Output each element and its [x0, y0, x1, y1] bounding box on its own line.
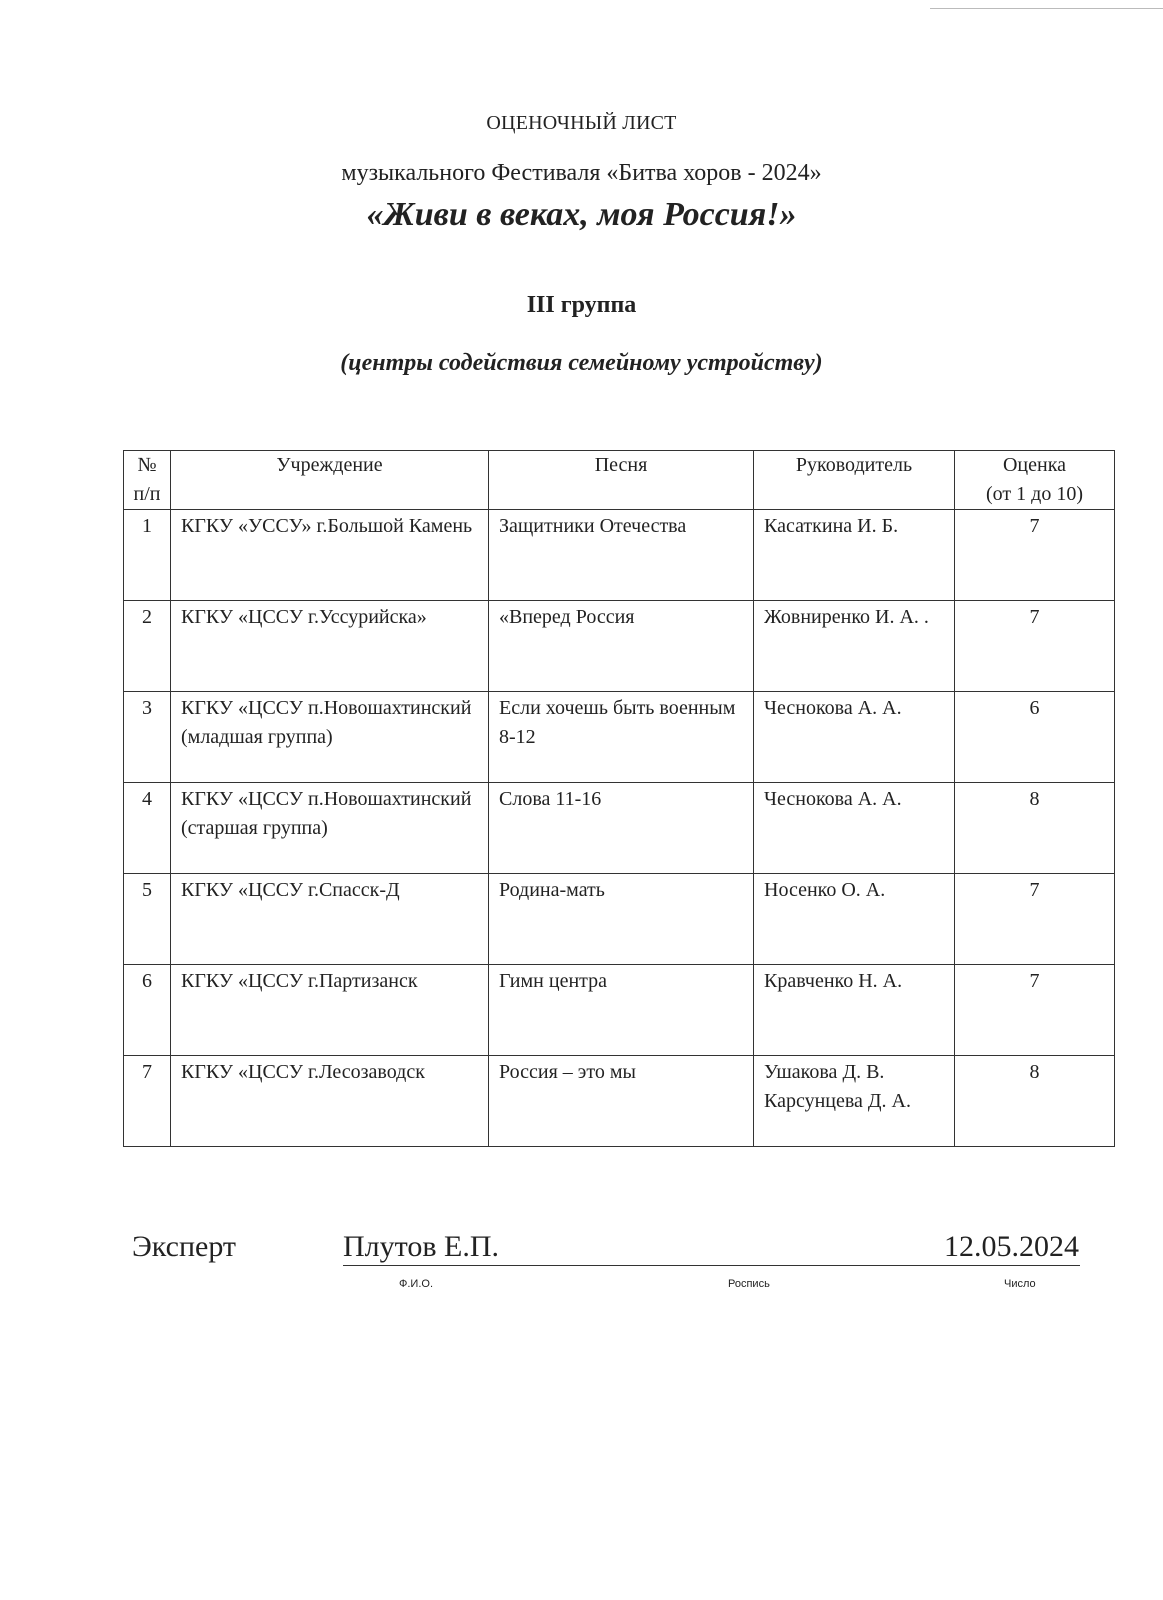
- cell-leader: Ушакова Д. В. Карсунцева Д. А.: [754, 1056, 955, 1147]
- cell-leader: Кравченко Н. А.: [754, 965, 955, 1056]
- cell-song: Гимн центра: [489, 965, 754, 1056]
- expert-label: Эксперт: [132, 1230, 237, 1263]
- cell-number: 5: [124, 874, 171, 965]
- header-institution: Учреждение: [171, 451, 489, 510]
- cell-song: Родина-мать: [489, 874, 754, 965]
- header-score: [955, 451, 1115, 510]
- caption-fio: Ф.И.О.: [399, 1278, 433, 1290]
- evaluation-table: [123, 450, 1115, 1147]
- header-number-line1: №: [137, 454, 157, 476]
- cell-song: Если хочешь быть военным 8-12: [489, 692, 754, 783]
- group-subtitle: (центры содействия семейному устройству): [340, 350, 823, 376]
- cell-institution: КГКУ «ЦССУ г.Партизанск: [171, 965, 489, 1056]
- caption-date: Число: [1004, 1278, 1036, 1290]
- cell-score: 7: [955, 874, 1115, 965]
- cell-leader: Касаткина И. Б.: [754, 510, 955, 601]
- cell-leader: Чеснокова А. А.: [754, 692, 955, 783]
- cell-number: 6: [124, 965, 171, 1056]
- signature-line: [343, 1265, 1080, 1266]
- cell-leader: Жовниренко И. А. .: [754, 601, 955, 692]
- cell-institution: КГКУ «ЦССУ г.Спасск-Д: [171, 874, 489, 965]
- cell-institution: КГКУ «ЦССУ г.Лесозаводск: [171, 1056, 489, 1147]
- header-song: Песня: [489, 451, 754, 510]
- table-row: [124, 601, 1115, 692]
- cell-leader: Чеснокова А. А.: [754, 783, 955, 874]
- cell-number: 2: [124, 601, 171, 692]
- cell-number: 7: [124, 1056, 171, 1147]
- scan-edge-line: [930, 8, 1163, 9]
- caption-signature: Роспись: [728, 1278, 770, 1290]
- document-subtitle: музыкального Фестиваля «Битва хоров - 2024»: [341, 160, 822, 186]
- cell-leader: Носенко О. А.: [754, 874, 955, 965]
- cell-number: 3: [124, 692, 171, 783]
- festival-slogan: «Живи в веках, моя Россия!»: [366, 196, 797, 233]
- expert-name: Плутов Е.П.: [343, 1230, 500, 1263]
- table-row: [124, 692, 1115, 783]
- table-row: [124, 874, 1115, 965]
- header-number: [124, 451, 171, 510]
- cell-score: 8: [955, 1056, 1115, 1147]
- table-row: [124, 510, 1115, 601]
- group-title: III группа: [526, 292, 637, 318]
- cell-score: 6: [955, 692, 1115, 783]
- table-row: [124, 965, 1115, 1056]
- header-score-line1: Оценка: [1002, 454, 1067, 476]
- table-row: [124, 783, 1115, 874]
- cell-song: Защитники Отечества: [489, 510, 754, 601]
- cell-score: 7: [955, 965, 1115, 1056]
- table-row: [124, 1056, 1115, 1147]
- cell-score: 8: [955, 783, 1115, 874]
- table-header-row: [124, 451, 1115, 510]
- cell-institution: КГКУ «ЦССУ п.Новошахтинский (младшая группа): [171, 692, 489, 783]
- cell-institution: КГКУ «ЦССУ г.Уссурийска»: [171, 601, 489, 692]
- header-leader: Руководитель: [754, 451, 955, 510]
- cell-song: Слова 11-16: [489, 783, 754, 874]
- cell-number: 4: [124, 783, 171, 874]
- cell-song: «Вперед Россия: [489, 601, 754, 692]
- header-score-line2: (от 1 до 10): [986, 483, 1083, 505]
- cell-score: 7: [955, 601, 1115, 692]
- signature-date: 12.05.2024: [944, 1230, 1079, 1263]
- document-title: ОЦЕНОЧНЫЙ ЛИСТ: [486, 112, 677, 134]
- cell-number: 1: [124, 510, 171, 601]
- cell-score: 7: [955, 510, 1115, 601]
- cell-institution: КГКУ «УССУ» г.Большой Камень: [171, 510, 489, 601]
- cell-song: Россия – это мы: [489, 1056, 754, 1147]
- header-number-line2: п/п: [133, 483, 161, 505]
- cell-institution: КГКУ «ЦССУ п.Новошахтинский (старшая группа): [171, 783, 489, 874]
